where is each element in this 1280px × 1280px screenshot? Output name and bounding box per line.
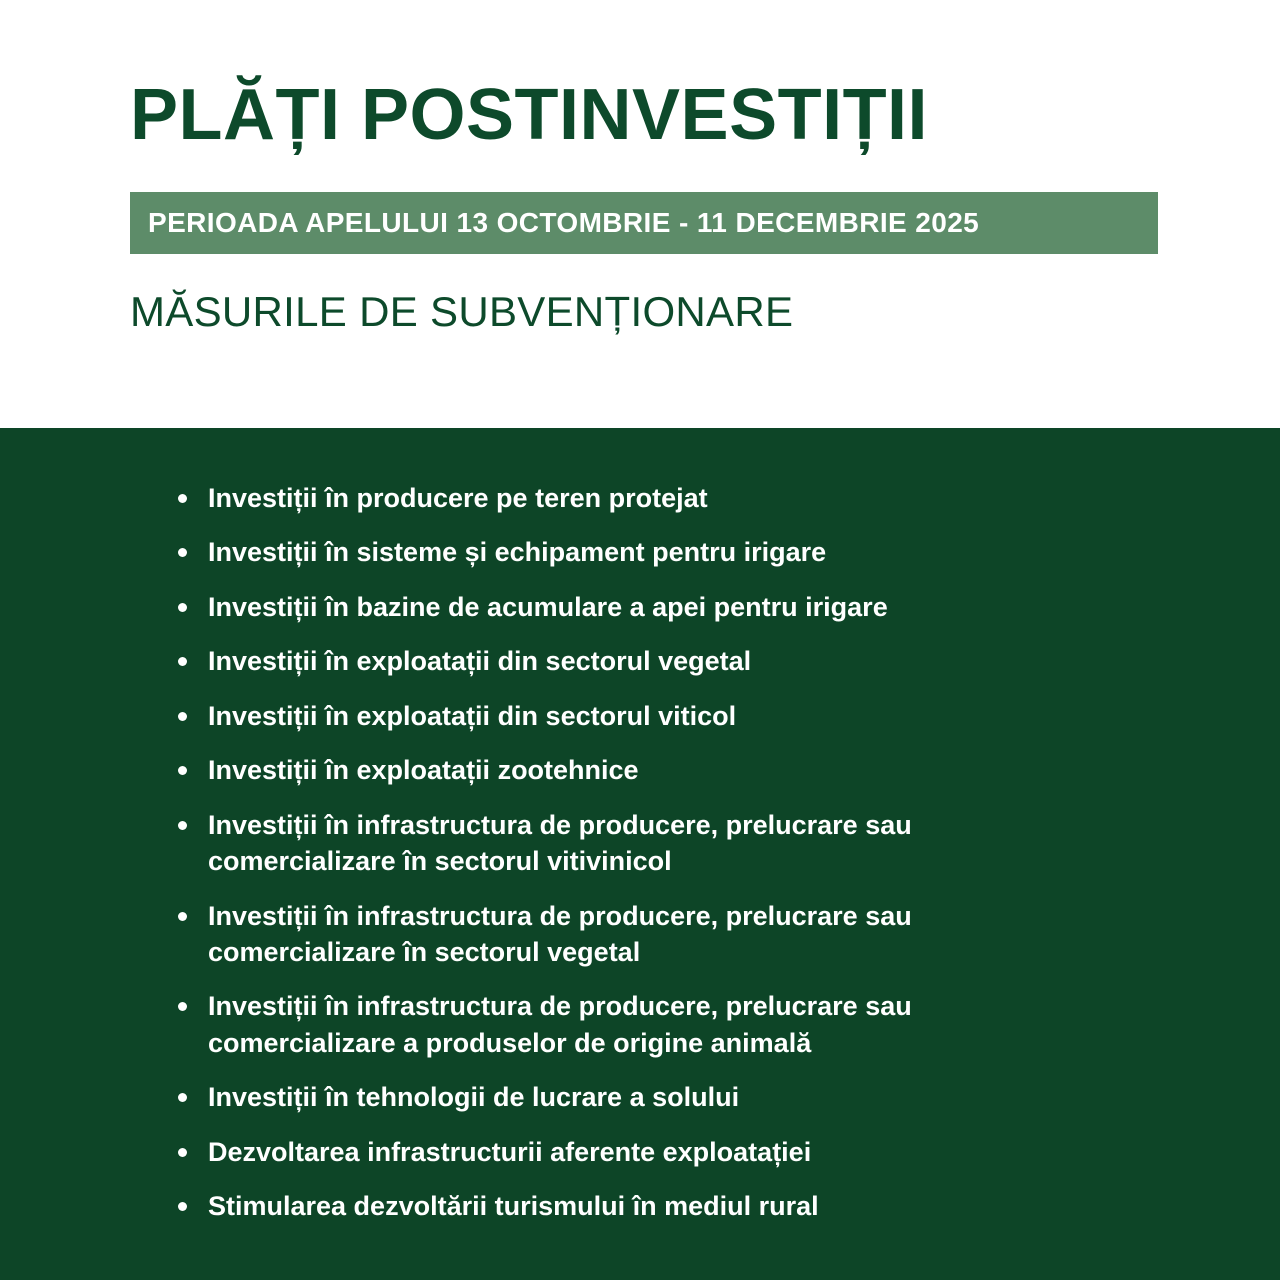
list-item: Investiții în exploatații din sectorul viticol xyxy=(172,698,1038,734)
measures-panel xyxy=(0,428,1280,1280)
call-period-band xyxy=(130,192,1158,254)
section-subtitle: MĂSURILE DE SUBVENȚIONARE xyxy=(130,287,794,335)
list-item: Investiții în bazine de acumulare a apei pentru irigare xyxy=(172,589,1038,625)
list-item: Investiții în infrastructura de producere, prelucrare sau comercializare în sectorul vitivinicol xyxy=(172,807,1038,880)
page-title: PLĂȚI POSTINVESTIȚII xyxy=(130,75,929,155)
list-item: Investiții în tehnologii de lucrare a solului xyxy=(172,1079,1038,1115)
list-item: Investiții în producere pe teren protejat xyxy=(172,480,1038,516)
list-item: Investiții în exploatații din sectorul vegetal xyxy=(172,643,1038,679)
poster-header xyxy=(0,0,1280,428)
list-item: Investiții în sisteme și echipament pentru irigare xyxy=(172,534,1038,570)
list-item: Investiții în infrastructura de producere, prelucrare sau comercializare în sectorul vegetal xyxy=(172,898,1038,971)
list-item: Dezvoltarea infrastructurii aferente exploatației xyxy=(172,1134,1038,1170)
call-period-label: PERIOADA APELULUI 13 OCTOMBRIE - 11 DECEMBRIE 2025 xyxy=(148,206,980,238)
list-item: Investiții în exploatații zootehnice xyxy=(172,752,1038,788)
list-item: Investiții în infrastructura de producere, prelucrare sau comercializare a produselor de origine animală xyxy=(172,988,1038,1061)
measures-list xyxy=(0,480,1280,1225)
list-item: Stimularea dezvoltării turismului în mediul rural xyxy=(172,1188,1038,1224)
